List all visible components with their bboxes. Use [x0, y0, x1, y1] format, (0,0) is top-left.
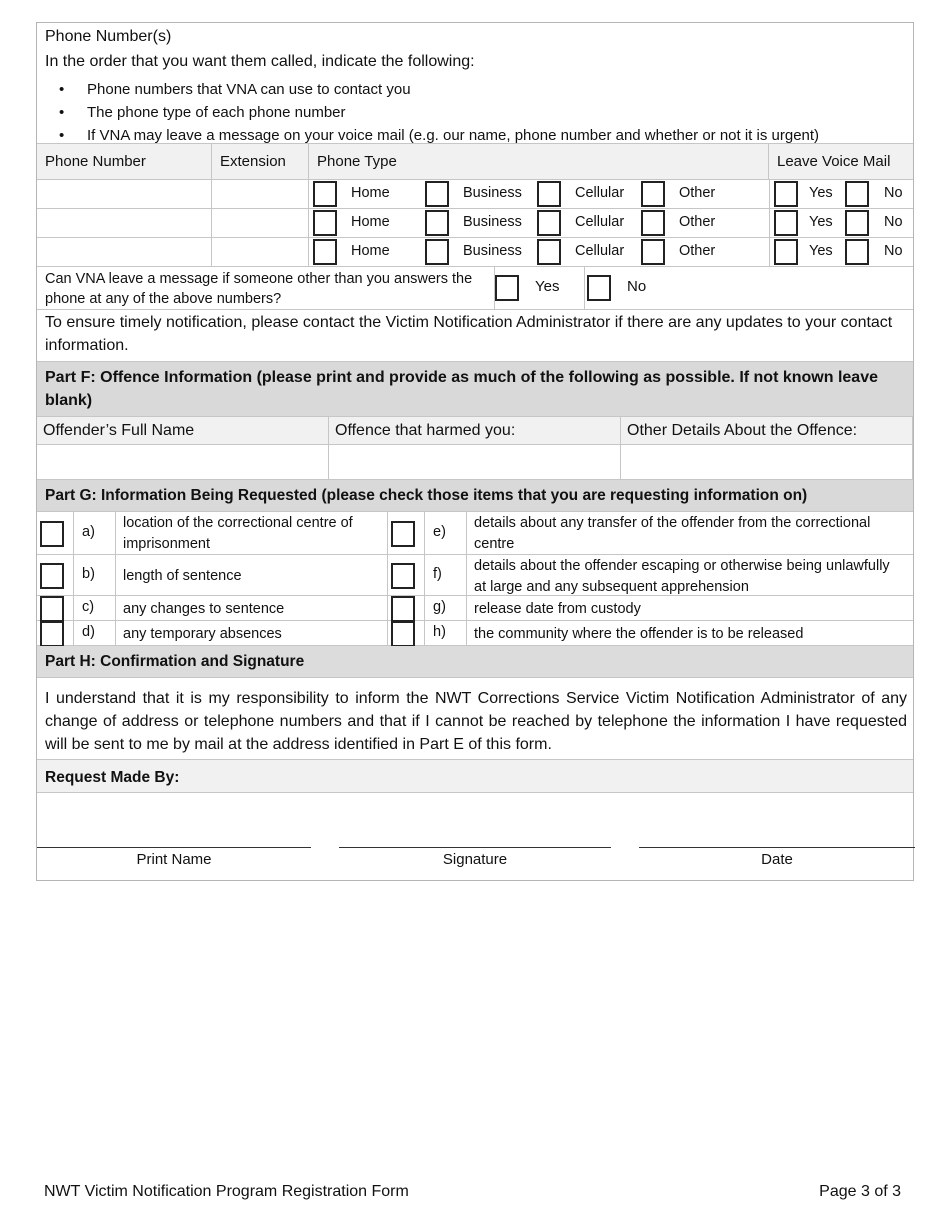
- date-line[interactable]: [639, 847, 915, 848]
- other-details-field[interactable]: [621, 445, 913, 479]
- col-extension: Extension: [220, 153, 286, 170]
- request-checkbox[interactable]: [40, 521, 64, 547]
- voicemail-yes-label: Yes: [809, 243, 833, 259]
- type-home-label: Home: [351, 243, 390, 259]
- part-f-entry-row: [37, 445, 913, 480]
- type-business-label: Business: [463, 243, 522, 259]
- request-made-by-row: [37, 760, 913, 793]
- type-other-label: Other: [679, 214, 716, 230]
- item-text: release date from custody: [474, 601, 641, 617]
- voicemail-no-checkbox[interactable]: [845, 181, 869, 207]
- item-letter: g): [433, 599, 446, 615]
- col-voicemail: Leave Voice Mail: [777, 153, 891, 170]
- item-text: any temporary absences: [123, 626, 282, 642]
- type-home-checkbox[interactable]: [313, 239, 337, 265]
- bullet-item: • The phone type of each phone number: [37, 101, 897, 124]
- part-f-columns: [37, 417, 913, 445]
- item-text: any changes to sentence: [123, 601, 285, 617]
- part-f-header: [37, 362, 913, 417]
- item-text: the community where the offender is to be released: [474, 626, 804, 642]
- phone-number-field[interactable]: [37, 238, 212, 266]
- voicemail-no-label: No: [884, 185, 903, 201]
- phone-instructions: [37, 23, 913, 144]
- other-answer-no-label: No: [627, 278, 647, 295]
- phone-row: [37, 209, 913, 238]
- phone-intro: In the order that you want them called, indicate the following:: [45, 53, 475, 70]
- voicemail-no-checkbox[interactable]: [845, 210, 869, 236]
- part-h-statement-row: [37, 678, 913, 760]
- signature-line[interactable]: [339, 847, 611, 848]
- type-cellular-checkbox[interactable]: [537, 181, 561, 207]
- phone-table-header: [37, 144, 913, 180]
- update-note-row: [37, 310, 913, 362]
- other-answer-no-checkbox[interactable]: [587, 275, 611, 301]
- bullet-item: • Phone numbers that VNA can use to contact you: [37, 78, 897, 101]
- part-h-title: Part H: Confirmation and Signature: [45, 653, 305, 670]
- type-business-label: Business: [463, 214, 522, 230]
- extension-field[interactable]: [212, 180, 309, 208]
- signature-label: Signature: [442, 851, 508, 868]
- voicemail-no-label: No: [884, 243, 903, 259]
- request-checkbox[interactable]: [40, 621, 64, 647]
- col-phone-number: Phone Number: [45, 153, 146, 170]
- type-other-label: Other: [679, 185, 716, 201]
- item-letter: f): [433, 566, 442, 582]
- request-checkbox[interactable]: [391, 621, 415, 647]
- phone-bullets: [37, 78, 897, 147]
- offence-field[interactable]: [329, 445, 621, 479]
- signature-area: [37, 793, 913, 880]
- part-h-statement: I understand that it is my responsibility to inform the NWT Corrections Service Victim Notification Administrator of any change of address or telephone numbers and that if I cannot be reached by telephone the information I have requested will be sent to me by mail at the address identified in Part E of this form.: [45, 690, 907, 753]
- item-text: details about any transfer of the offender from the correctional centre: [474, 515, 871, 552]
- item-letter: d): [82, 624, 95, 640]
- voicemail-yes-checkbox[interactable]: [774, 210, 798, 236]
- col-offence: Offence that harmed you:: [335, 422, 516, 439]
- type-home-checkbox[interactable]: [313, 210, 337, 236]
- update-note: To ensure timely notification, please contact the Victim Notification Administrator if there are any updates to your contact information.: [45, 314, 893, 354]
- request-checkbox[interactable]: [391, 563, 415, 589]
- voicemail-yes-checkbox[interactable]: [774, 181, 798, 207]
- phone-number-field[interactable]: [37, 180, 212, 208]
- date-label: Date: [761, 851, 793, 868]
- type-business-checkbox[interactable]: [425, 181, 449, 207]
- type-other-label: Other: [679, 243, 716, 259]
- item-letter: b): [82, 566, 95, 582]
- type-business-checkbox[interactable]: [425, 210, 449, 236]
- request-made-by-label: Request Made By:: [45, 769, 180, 786]
- phone-number-field[interactable]: [37, 209, 212, 237]
- type-business-checkbox[interactable]: [425, 239, 449, 265]
- phone-row: [37, 180, 913, 209]
- part-g-header: [37, 480, 913, 512]
- offender-name-field[interactable]: [37, 445, 329, 479]
- type-home-label: Home: [351, 214, 390, 230]
- voicemail-yes-label: Yes: [809, 185, 833, 201]
- type-cellular-checkbox[interactable]: [537, 239, 561, 265]
- type-home-checkbox[interactable]: [313, 181, 337, 207]
- footer-title: NWT Victim Notification Program Registration Form: [44, 1183, 409, 1200]
- extension-field[interactable]: [212, 238, 309, 266]
- part-g-title: Part G: Information Being Requested (please check those items that you are requesting information on): [45, 487, 808, 504]
- col-other-details: Other Details About the Offence:: [627, 422, 858, 439]
- voicemail-yes-label: Yes: [809, 214, 833, 230]
- item-text: location of the correctional centre of imprisonment: [123, 515, 353, 552]
- item-letter: a): [82, 524, 95, 540]
- other-answer-yes-label: Yes: [535, 278, 560, 295]
- type-business-label: Business: [463, 185, 522, 201]
- bullet-item: • If VNA may leave a message on your voice mail (e.g. our name, phone number and whether or not it is urgent): [37, 124, 897, 147]
- extension-field[interactable]: [212, 209, 309, 237]
- request-checkbox[interactable]: [40, 596, 64, 622]
- part-g-row: [37, 621, 913, 646]
- other-answer-yes-checkbox[interactable]: [495, 275, 519, 301]
- voicemail-no-label: No: [884, 214, 903, 230]
- item-text: details about the offender escaping or otherwise being unlawfully at large and any subsequent apprehension: [474, 558, 890, 595]
- phone-row: [37, 238, 913, 267]
- part-h-header: [37, 646, 913, 678]
- request-checkbox[interactable]: [391, 596, 415, 622]
- item-text: length of sentence: [123, 568, 242, 584]
- type-other-checkbox[interactable]: [641, 210, 665, 236]
- print-name-line[interactable]: [37, 847, 311, 848]
- phone-heading: Phone Number(s): [45, 28, 172, 45]
- part-g-row: [37, 596, 913, 621]
- col-phone-type: Phone Type: [317, 153, 397, 170]
- voicemail-no-checkbox[interactable]: [845, 239, 869, 265]
- part-g-row: [37, 512, 913, 555]
- part-f-title: Part F: Offence Information (please print and provide as much of the following as possible. If not known leave blank): [45, 369, 878, 409]
- print-name-label: Print Name: [136, 851, 212, 868]
- type-cellular-checkbox[interactable]: [537, 210, 561, 236]
- type-cellular-label: Cellular: [575, 185, 625, 201]
- request-checkbox[interactable]: [391, 521, 415, 547]
- item-letter: c): [82, 599, 95, 615]
- type-home-label: Home: [351, 185, 390, 201]
- registration-form: [36, 22, 914, 881]
- item-letter: e): [433, 524, 446, 540]
- request-checkbox[interactable]: [40, 563, 64, 589]
- other-answer-row: [37, 267, 913, 310]
- other-answer-question: Can VNA leave a message if someone other than you answers the phone at any of the above numbers?: [45, 271, 473, 307]
- type-cellular-label: Cellular: [575, 243, 625, 259]
- part-g-row: [37, 555, 913, 596]
- footer-page: Page 3 of 3: [819, 1183, 901, 1200]
- type-cellular-label: Cellular: [575, 214, 625, 230]
- type-other-checkbox[interactable]: [641, 181, 665, 207]
- type-other-checkbox[interactable]: [641, 239, 665, 265]
- item-letter: h): [433, 624, 446, 640]
- col-offender-name: Offender’s Full Name: [43, 422, 195, 439]
- voicemail-yes-checkbox[interactable]: [774, 239, 798, 265]
